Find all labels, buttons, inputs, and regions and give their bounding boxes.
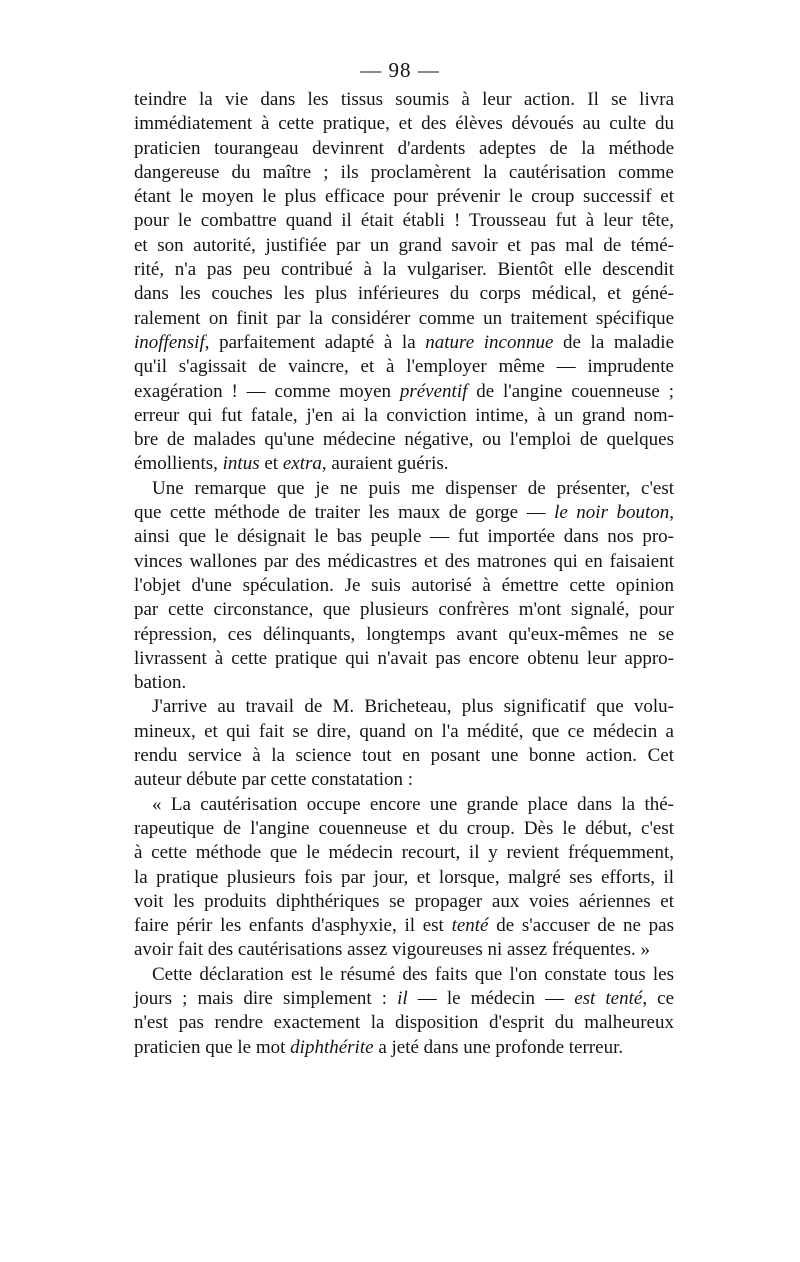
text-segment: « La cautérisation occupe encore une grande place dans la thé- [152, 793, 674, 815]
text-line [134, 744, 674, 768]
text-segment: — le médecin — [407, 987, 575, 1009]
text-segment: praticien tourangeau devinrent d'ardents adeptes de la méthode [134, 137, 674, 159]
text-line [134, 452, 674, 476]
text-line [134, 768, 674, 792]
italic-text: nature inconnue [425, 331, 554, 353]
text-line [134, 1036, 674, 1060]
text-line [134, 963, 674, 987]
body-text [134, 88, 674, 1060]
text-line [134, 428, 674, 452]
text-line [134, 355, 674, 379]
text-segment: que cette méthode de traiter les maux de gorge — [134, 502, 555, 524]
text-line [134, 137, 674, 161]
text-segment: de l'angine couenneuse ; [467, 380, 674, 402]
text-segment: , auraient guéris. [321, 453, 449, 475]
text-line [134, 574, 674, 598]
italic-text: intus [222, 453, 260, 475]
text-segment: faire périr les enfants d'asphyxie, il est [134, 915, 452, 937]
italic-text: extra [282, 453, 322, 475]
text-segment: livrassent à cette pratique qui n'avait pas encore obtenu leur appro- [134, 647, 674, 669]
text-line [134, 380, 674, 404]
text-segment: de la maladie [553, 331, 675, 353]
text-segment: par cette circonstance, que plusieurs confrères m'ont signalé, pour [134, 599, 674, 621]
text-segment: n'est pas rendre exactement la disposition d'esprit du malheureux [134, 1012, 674, 1034]
text-line [134, 161, 674, 185]
page-number: — 98 — [360, 58, 440, 82]
text-segment: et son autorité, justifiée par un grand savoir et pas mal de témé- [134, 234, 674, 256]
text-segment: , parfaitement adapté à la [204, 331, 426, 353]
text-segment: à cette méthode que le médecin recourt, il y revient fréquemment, [134, 842, 674, 864]
text-segment: teindre la vie dans les tissus soumis à leur action. Il se livra [134, 89, 674, 110]
text-segment: praticien que le mot [134, 1036, 291, 1058]
text-segment: étant le moyen le plus efficace pour prévenir le croup successif et [134, 186, 674, 208]
text-line [134, 550, 674, 574]
text-segment: répression, ces délinquants, longtemps avant qu'eux-mêmes ne se [134, 623, 674, 645]
text-line [134, 987, 674, 1011]
text-segment: ralement on finit par la considérer comme un traitement spécifique [134, 307, 674, 329]
text-segment: immédiatement à cette pratique, et des élèves dévoués au culte du [134, 113, 674, 135]
text-line [134, 501, 674, 525]
text-segment: a jeté dans une profonde terreur. [373, 1036, 624, 1058]
text-segment: avoir fait des cautérisations assez vigoureuses ni assez fréquentes. » [134, 939, 650, 961]
text-line [134, 720, 674, 744]
text-segment: dans les couches les plus inférieures du corps médical, et géné- [134, 283, 674, 305]
text-line [134, 938, 674, 962]
text-line [134, 331, 674, 355]
text-line [134, 647, 674, 671]
text-segment: mineux, et qui fait se dire, quand on l'a médité, que ce médecin a [134, 720, 674, 742]
text-line [134, 793, 674, 817]
text-line [134, 404, 674, 428]
text-segment: , ce [642, 987, 675, 1009]
text-segment: de s'accuser de ne pas [488, 915, 674, 937]
text-line [134, 817, 674, 841]
italic-text: est tenté [574, 987, 643, 1009]
text-line [134, 841, 674, 865]
text-line [134, 866, 674, 890]
text-line [134, 209, 674, 233]
text-line [134, 914, 674, 938]
text-segment: qu'il s'agissait de vaincre, et à l'employer même — imprudente [134, 356, 674, 378]
text-segment: Une remarque que je ne puis me dispenser de présenter, c'est [152, 477, 674, 499]
text-line [134, 1011, 674, 1035]
text-segment: J'arrive au travail de M. Bricheteau, plus significatif que volu- [152, 696, 674, 718]
text-segment: exagération ! — comme moyen [134, 380, 400, 402]
text-line [134, 185, 674, 209]
text-segment: auteur débute par cette constatation : [134, 769, 414, 791]
text-line [134, 525, 674, 549]
text-segment: bation. [134, 672, 187, 694]
text-line [134, 671, 674, 695]
italic-text: préventif [399, 380, 468, 402]
italic-text: diphthérite [290, 1036, 374, 1058]
text-line [134, 623, 674, 647]
text-segment: rapeutique de l'angine couenneuse et du croup. Dès le début, c'est [134, 817, 674, 839]
text-segment: voit les produits diphthériques se propager aux voies aériennes et [134, 890, 674, 912]
text-line [134, 282, 674, 306]
text-segment: dangereuse du maître ; ils proclamèrent la cautérisation comme [134, 161, 674, 183]
italic-text: tenté [451, 915, 489, 937]
text-segment: jours ; mais dire simplement : [134, 987, 398, 1009]
text-line [134, 258, 674, 282]
text-segment: Cette déclaration est le résumé des faits que l'on constate tous les [152, 963, 674, 985]
text-line [134, 477, 674, 501]
text-segment: ainsi que le désignait le bas peuple — fut importée dans nos pro- [134, 526, 674, 548]
italic-text: le noir bouton [554, 502, 670, 524]
text-segment: l'objet d'une spéculation. Je suis autorisé à émettre cette opinion [134, 574, 674, 596]
text-segment: rendu service à la science tout en posant une bonne action. Cet [134, 745, 674, 767]
text-segment: émollients, [134, 453, 223, 475]
text-line [134, 598, 674, 622]
italic-text: inoffensif [134, 331, 205, 353]
text-segment: erreur qui fut fatale, j'en ai la conviction intime, à un grand nom- [134, 404, 674, 426]
text-segment: , [669, 502, 674, 524]
text-line [134, 890, 674, 914]
text-line [134, 307, 674, 331]
text-line [134, 112, 674, 136]
text-segment: la pratique plusieurs fois par jour, et lorsque, malgré ses efforts, il [134, 866, 674, 888]
text-segment: rité, n'a pas peu contribué à la vulgariser. Bientôt elle descendit [134, 259, 674, 281]
text-line [134, 695, 674, 719]
text-line [134, 88, 674, 112]
text-segment: vinces wallones par des médicastres et des matrones qui en faisaient [134, 550, 674, 572]
text-segment: bre de malades qu'une médecine négative, ou l'emploi de quelques [134, 429, 674, 451]
text-segment: et [259, 453, 283, 475]
text-segment: pour le combattre quand il était établi ! Trousseau fut à leur tête, [134, 210, 674, 232]
italic-text: il [397, 987, 408, 1009]
text-line [134, 234, 674, 258]
